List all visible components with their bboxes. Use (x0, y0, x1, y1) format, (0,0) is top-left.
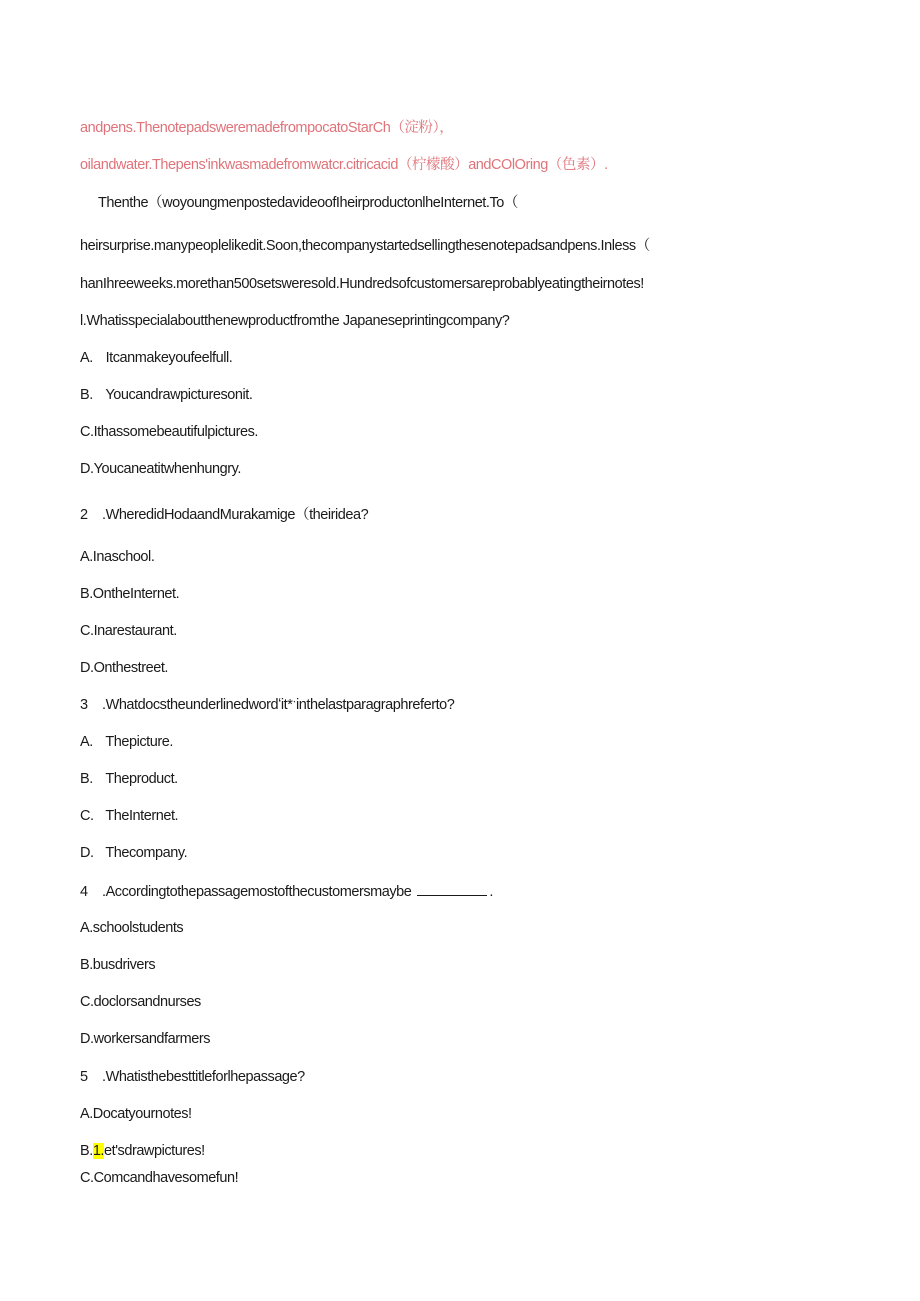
q2-option-d: D.Onthestreet. (80, 660, 168, 676)
option-text: Youcandrawpicturesonit. (105, 387, 253, 403)
q5-option-c: C.Comcandhavesomefun! (80, 1170, 239, 1186)
q3-option-d (80, 845, 187, 861)
q4-option-c: C.doclorsandnurses (80, 994, 201, 1010)
option-text: et'sdrawpictures! (104, 1143, 205, 1159)
q1-option-b (80, 387, 252, 403)
question-text: .Accordingtothepassagemostofthecustomersmaybe (102, 884, 412, 900)
question-3-stem (80, 697, 454, 713)
q1-option-c: C.Ithassomebeautifulpictures. (80, 424, 258, 440)
question-1-stem: l.Whatisspecialaboutthenewproductfromthe Japaneseprintingcompany? (80, 313, 510, 329)
option-text: Itcanmakeyoufeelfull. (105, 350, 233, 366)
option-prefix: B. (80, 1143, 93, 1159)
question-end: . (489, 884, 493, 900)
q2-option-b: B.OntheInternet. (80, 586, 180, 602)
question-5-stem (80, 1069, 305, 1085)
passage-red-line-2: oilandwater.Thepens'inkwasmadefromwatcr.citricacid（柠檬酸）andCOlOring（色素）. (80, 157, 608, 173)
passage-line-2: heirsurprise.manypeoplelikedit.Soon,thecompanystartedsellingthesenotepadsandpens.Inless（ (80, 238, 650, 254)
question-text: .Whatdocstheunderlinedwordʻit*ˑinthelastparagraphreferto? (102, 697, 455, 713)
option-letter: D. (80, 845, 94, 861)
answer-blank (417, 883, 487, 896)
q1-option-d: D.Youcaneatitwhenhungry. (80, 461, 241, 477)
option-letter: B. (80, 387, 93, 403)
question-number: 2 (80, 507, 88, 523)
option-text: Thepicture. (105, 734, 173, 750)
q4-option-d: D.workersandfarmers (80, 1031, 211, 1047)
q1-option-a (80, 350, 232, 366)
q4-option-a: A.schoolstudents (80, 920, 184, 936)
question-4-stem (80, 883, 493, 900)
passage-red-line-1: andpens.ThenotepadsweremadefrompocatoStarCh（淀粉）， (80, 120, 454, 136)
option-text: Theproduct. (105, 771, 178, 787)
option-text: TheInternet. (105, 808, 179, 824)
option-letter: A. (80, 350, 93, 366)
question-number: 3 (80, 697, 88, 713)
passage-line-3: hanIhreeweeks.morethan500setsweresold.Hundredsofcustomersareprobablyeatingtheirnotes! (80, 276, 644, 292)
q5-option-b (80, 1143, 205, 1159)
q4-option-b: B.busdrivers (80, 957, 156, 973)
question-2-stem (80, 503, 368, 524)
q3-option-b (80, 771, 178, 787)
q5-option-a: A.Docatyournotes! (80, 1106, 192, 1122)
q2-option-c: C.Inarestaurant. (80, 623, 177, 639)
q3-option-a (80, 734, 173, 750)
question-number: 5 (80, 1069, 88, 1085)
question-text: .Whatisthebesttitleforlhepassage? (102, 1069, 305, 1085)
option-letter: C. (80, 808, 94, 824)
passage-line-1: Thenthe（woyoungmenpostedavideoofIheirproductonlheInternet.To（ (98, 195, 518, 211)
question-text: .WheredidHodaandMurakamige（theiridea? (102, 507, 369, 523)
q3-option-c (80, 808, 178, 824)
option-text: Thecompany. (105, 845, 188, 861)
highlighted-text: 1. (92, 1143, 105, 1159)
question-number: 4 (80, 884, 88, 900)
option-letter: A. (80, 734, 93, 750)
option-letter: B. (80, 771, 93, 787)
q2-option-a: A.Inaschool. (80, 549, 155, 565)
